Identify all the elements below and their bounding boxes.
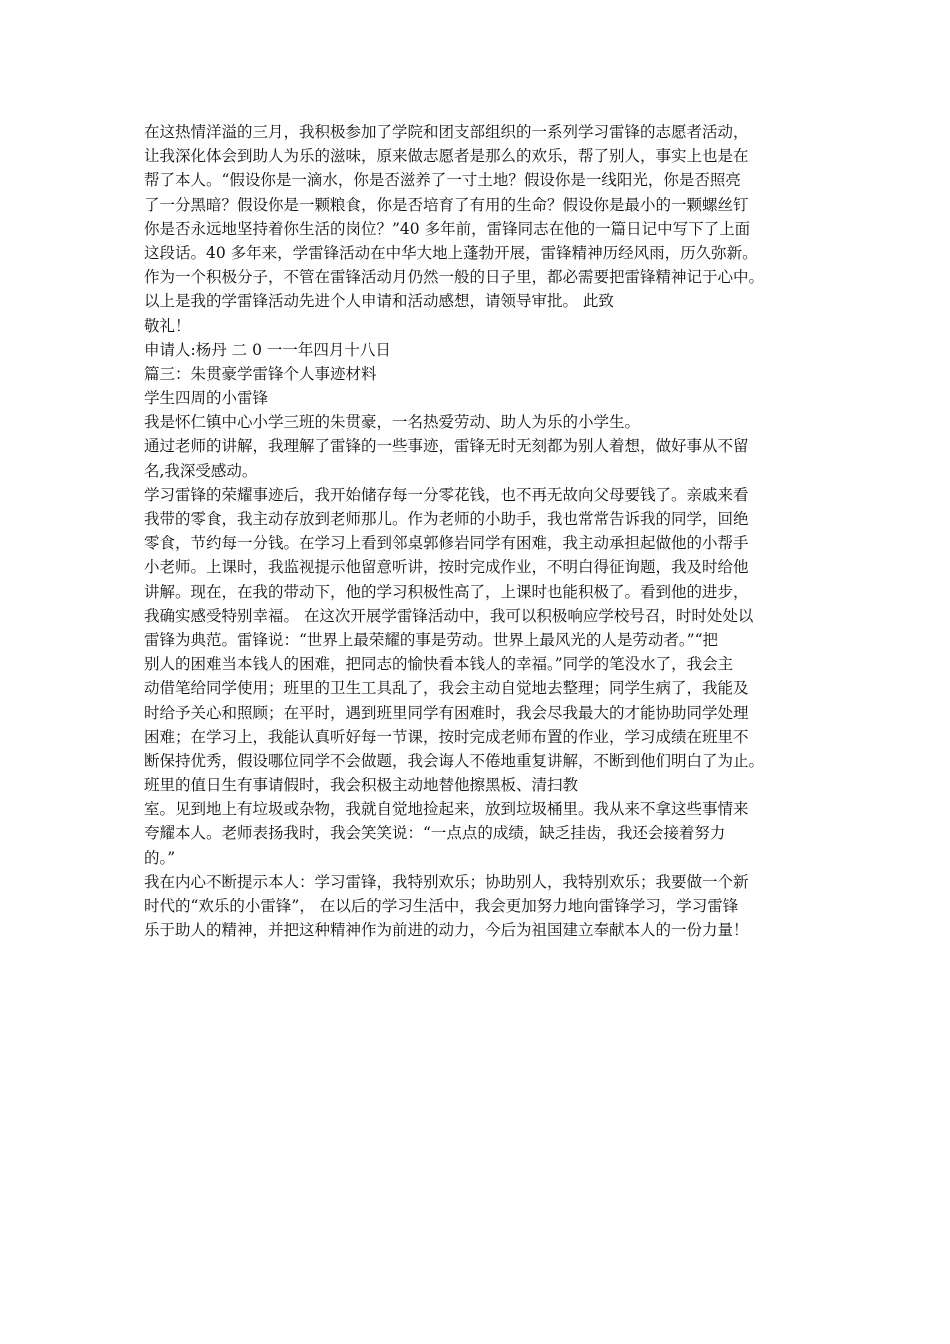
salutation-line: 敬礼！ xyxy=(144,316,191,335)
text-line: 学习雷锋的荣耀事迹后，我开始储存每一分零花钱，也不再无故向父母要钱了。亲戚来看 xyxy=(144,485,749,504)
text-line: 让我深化体会到助人为乐的滋味，原来做志愿者是那么的欢乐，帮了别人，事实上也是在 xyxy=(144,147,749,166)
text-line: 困难；在学习上，我能认真听好每一节课，按时完成老师布置的作业，学习成绩在班里不 xyxy=(144,727,749,746)
text-line: 我是怀仁镇中心小学三班的朱贯豪，一名热爱劳动、助人为乐的小学生。 xyxy=(144,413,641,432)
text-line: 乐于助人的精神，并把这种精神作为前进的动力，今后为祖国建立奉献本人的一份力量！ xyxy=(144,921,749,940)
text-line: 了一分黑暗？假设你是一颗粮食，你是否培育了有用的生命？假设你是最小的一颗螺丝钉 xyxy=(144,195,749,214)
text-line: 别人的困难当本钱人的困难，把同志的愉快看本钱人的幸福。”同学的笔没水了，我会主 xyxy=(144,655,734,674)
text-line: 零食，节约每一分钱。在学习上看到邻桌郭修岩同学有困难，我主动承担起做他的小帮手 xyxy=(144,534,749,553)
text-line: 的。” xyxy=(144,848,176,867)
text-line: 时给予关心和照顾；在平时，遇到班里同学有困难时，我会尽我最大的才能协助同学处理 xyxy=(144,703,749,722)
text-line: 小老师。上课时，我监视提示他留意听讲，按时完成作业，不明白得征询题，我及时给他 xyxy=(144,558,749,577)
text-line: 作为一个积极分子，不管在雷锋活动月仍然一般的日子里，都必需要把雷锋精神记于心中。 xyxy=(144,268,765,287)
text-line: 你是否永远地坚持着你生活的岗位？”40 多年前，雷锋同志在他的一篇日记中写下了上面 xyxy=(144,219,751,238)
text-line: 时代的“欢乐的小雷锋”， 在以后的学习生活中，我会更加努力地向雷锋学习，学习雷锋 xyxy=(144,897,739,915)
text-line: 这段话。40 多年来，学雷锋活动在中华大地上蓬勃开展，雷锋精神历经风雨，历久弥新。 xyxy=(144,243,758,262)
text-line: 室。见到地上有垃圾或杂物，我就自觉地捡起来，放到垃圾桶里。我从来不拿这些事情来 xyxy=(144,800,749,819)
text-line: 断保持优秀，假设哪位同学不会做题，我会诲人不倦地重复讲解，不断到他们明白了为止。 xyxy=(144,751,765,770)
text-line: 夸耀本人。老师表扬我时，我会笑笑说：“一点点的成绩，缺乏挂齿，我还会接着努力 xyxy=(144,824,726,843)
text-line: 讲解。现在，在我的带动下，他的学习积极性高了，上课时也能积极了。看到他的进步， xyxy=(144,582,749,601)
text-line: 名,我深受感动。 xyxy=(144,461,258,480)
text-line: 我在内心不断提示本人：学习雷锋，我特别欢乐；协助别人，我特别欢乐；我要做一个新 xyxy=(144,872,749,891)
text-line: 帮了本人。“假设你是一滴水，你是否滋养了一寸土地？假设你是一线阳光，你是否照亮 xyxy=(144,171,741,190)
text-line: 在这热情洋溢的三月，我积极参加了学院和团支部组织的一系列学习雷锋的志愿者活动， xyxy=(144,123,749,141)
text-line: 班里的值日生有事请假时，我会积极主动地替他擦黑板、清扫教 xyxy=(144,776,579,795)
text-line: 雷锋为典范。雷锋说：“世界上最荣耀的事是劳动。世界上最风光的人是劳动者。”“把 xyxy=(144,630,719,649)
document-body xyxy=(144,120,814,942)
text-line: 以上是我的学雷锋活动先进个人申请和活动感想，请领导审批。 此致 xyxy=(144,292,614,311)
text-line: 通过老师的讲解，我理解了雷锋的一些事迹，雷锋无时无刻都为别人着想，做好事从不留 xyxy=(144,437,749,456)
section-heading: 篇三：朱贯豪学雷锋个人事迹材料 xyxy=(144,364,377,383)
subheading: 学生四周的小雷锋 xyxy=(144,389,269,408)
text-line: 我确实感受特别幸福。 在这次开展学雷锋活动中，我可以积极响应学校号召，时时处处以 xyxy=(144,606,754,625)
text-line: 我带的零食，我主动存放到老师那儿。作为老师的小助手，我也常常告诉我的同学，回绝 xyxy=(144,510,749,528)
signature-line: 申请人:杨丹 二 0 一一年四月十八日 xyxy=(144,340,391,359)
text-line: 动借笔给同学使用；班里的卫生工具乱了，我会主动自觉地去整理；同学生病了，我能及 xyxy=(144,679,749,698)
